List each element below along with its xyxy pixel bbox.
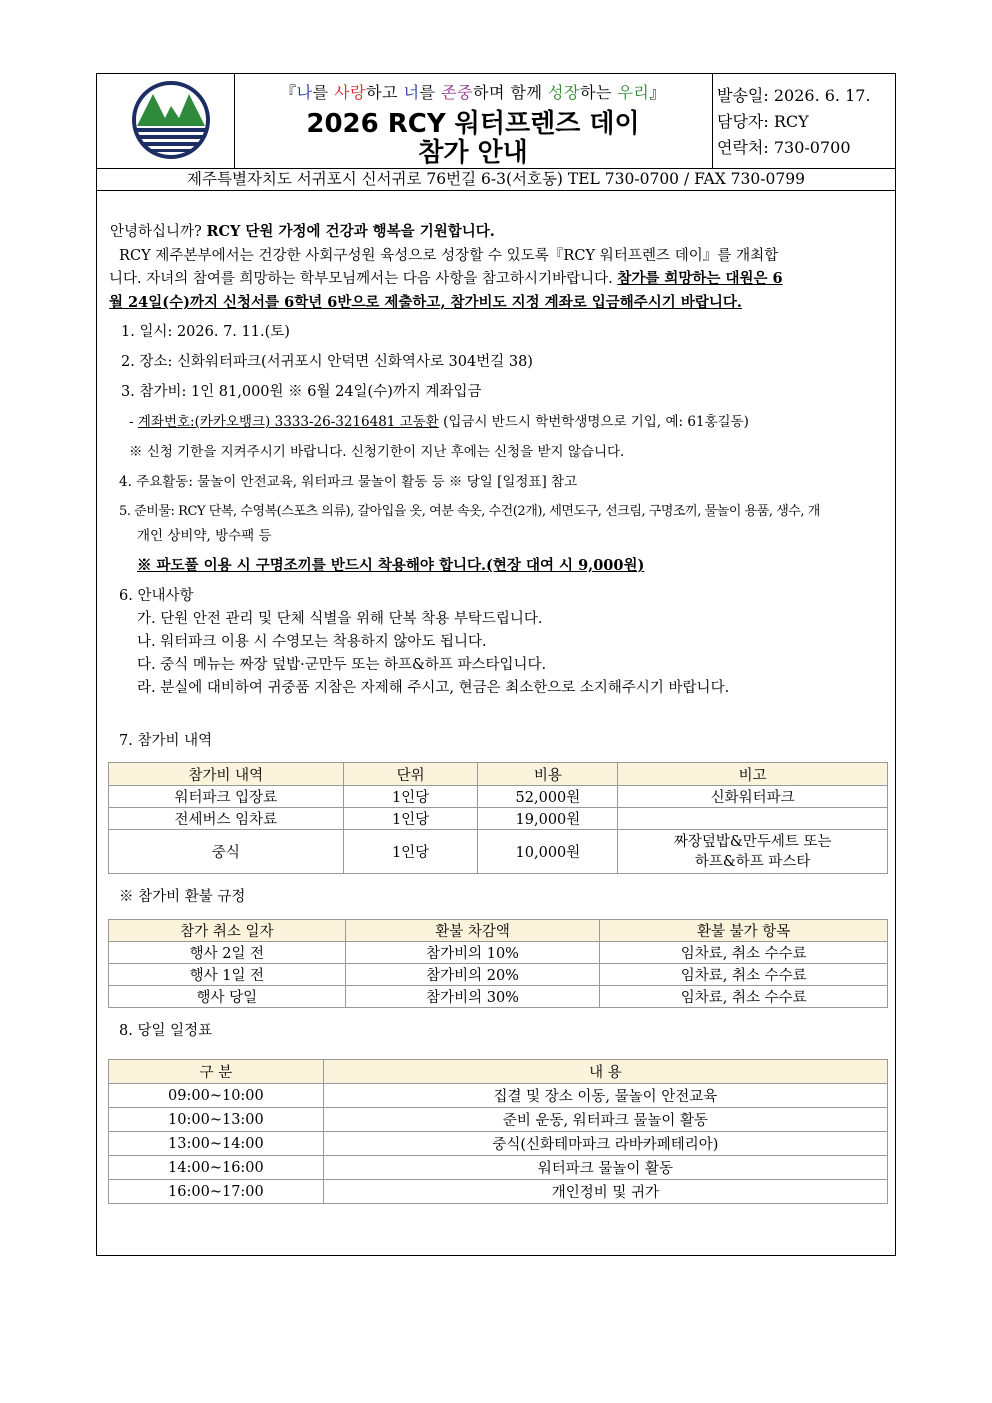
table-row bbox=[109, 1132, 888, 1156]
wave-pool-note: ※ 파도풀 이용 시 구명조끼를 반드시 착용해야 합니다.(현장 대여 시 9,000원) bbox=[137, 557, 645, 574]
fee-header-cell: 참가비 내역 bbox=[109, 763, 344, 786]
table-cell: 참가비의 20% bbox=[345, 964, 600, 986]
table-row bbox=[109, 986, 888, 1008]
schedule-header-cell: 내 용 bbox=[323, 1060, 887, 1084]
supplies-line1: 5. 준비물: RCY 단복, 수영복(스포츠 의류), 갈아입을 옷, 여분 속옷, 수건(2개), 세면도구, 선크림, 구명조끼, 물놀이 용품, 생수, 개 bbox=[119, 504, 820, 519]
table-cell: 임차료, 취소 수수료 bbox=[600, 942, 888, 964]
slogan-part: 『 bbox=[280, 83, 297, 102]
fee-header-cell: 단위 bbox=[343, 763, 478, 786]
table-cell: 개인정비 및 귀가 bbox=[323, 1180, 887, 1204]
intro-paragraph-1: RCY 제주본부에서는 건강한 사회구성원 육성으로 성장할 수 있도록『RCY 워터프렌즈 데이』를 개최합 bbox=[119, 248, 779, 264]
table-cell: 임차료, 취소 수수료 bbox=[600, 964, 888, 986]
schedule-table-header bbox=[109, 1060, 888, 1084]
table-row bbox=[109, 808, 888, 830]
table-cell: 짜장덮밥&만두세트 또는 하프&하프 파스타 bbox=[618, 830, 888, 874]
table-cell: 참가비의 30% bbox=[345, 986, 600, 1008]
issue-date: 발송일: 2026. 6. 17. bbox=[717, 86, 871, 105]
table-cell: 14:00~16:00 bbox=[109, 1156, 324, 1180]
notice-item: 가. 단원 안전 관리 및 단체 식별을 위해 단복 착용 부탁드립니다. bbox=[137, 611, 543, 627]
refund-section-title: ※ 참가비 환불 규정 bbox=[119, 889, 246, 905]
supplies-line2: 개인 상비약, 방수팩 등 bbox=[137, 528, 272, 544]
fee-table-header bbox=[109, 763, 888, 786]
bank-account bbox=[129, 410, 749, 430]
table-row bbox=[109, 786, 888, 808]
table-cell: 전세버스 임차료 bbox=[109, 808, 344, 830]
notice-item: 라. 분실에 대비하여 귀중품 지참은 자제해 주시고, 현금은 최소한으로 소지해주시기 바랍니다. bbox=[137, 680, 730, 696]
slogan-part: 성장 bbox=[548, 83, 580, 102]
table-row bbox=[109, 1108, 888, 1132]
intro-paragraph-3: 월 24일(수)까지 신청서를 6학년 6반으로 제출하고, 참가비도 지정 계좌로 입금해주시기 바랍니다. bbox=[109, 294, 742, 311]
slogan-part: 하며 함께 bbox=[473, 83, 549, 102]
table-row bbox=[109, 1180, 888, 1204]
table-cell: 1인당 bbox=[343, 786, 478, 808]
slogan-part: 하는 bbox=[579, 83, 618, 102]
greeting-text: 안녕하십니까? bbox=[110, 224, 207, 240]
table-cell: 행사 2일 전 bbox=[109, 942, 346, 964]
slogan-part: 하고 bbox=[366, 83, 404, 102]
notice-title: 6. 안내사항 bbox=[119, 588, 194, 604]
school-address: 제주특별자치도 서귀포시 신서귀로 76번길 6-3(서호동) TEL 730-0700 / FAX 730-0799 bbox=[97, 168, 895, 191]
refund-table bbox=[108, 919, 888, 1008]
account-dash: - bbox=[129, 414, 138, 430]
slogan-part: 존중 bbox=[441, 83, 474, 102]
event-place: 2. 장소: 신화워터파크(서귀포시 안덕면 신화역사로 304번길 38) bbox=[121, 354, 533, 370]
document-title-line2: 참가 안내 bbox=[418, 138, 528, 168]
deadline-note: ※ 신청 기한을 지켜주시기 바랍니다. 신청기한이 지난 후에는 신청을 받지 않습니다. bbox=[129, 444, 625, 460]
document-frame bbox=[96, 73, 896, 1256]
refund-header-cell: 환불 불가 항목 bbox=[600, 920, 888, 942]
refund-header-cell: 환불 차감액 bbox=[345, 920, 600, 942]
fee-header-cell: 비용 bbox=[478, 763, 618, 786]
slogan-part: 나 bbox=[296, 83, 313, 102]
account-note: (입금시 반드시 학번학생명으로 기입, 예: 61홍길동) bbox=[438, 414, 749, 430]
table-cell: 13:00~14:00 bbox=[109, 1132, 324, 1156]
main-activities: 4. 주요활동: 물놀이 안전교육, 워터파크 물놀이 활동 등 ※ 당일 [일정표] 참고 bbox=[119, 474, 578, 490]
issue-info bbox=[712, 74, 897, 168]
table-cell: 행사 당일 bbox=[109, 986, 346, 1008]
table-cell: 중식(신화테마파크 라바카페테리아) bbox=[323, 1132, 887, 1156]
contact: 연락처: 730-0700 bbox=[717, 138, 851, 157]
table-cell: 워터파크 물놀이 활동 bbox=[323, 1156, 887, 1180]
table-row bbox=[109, 964, 888, 986]
document-title-line1: 2026 RCY 워터프렌즈 데이 bbox=[306, 109, 640, 139]
table-cell: 52,000원 bbox=[478, 786, 618, 808]
greeting bbox=[110, 220, 495, 241]
intro-highlight: 참가를 희망하는 대원은 6 bbox=[617, 270, 783, 287]
logo-cell bbox=[97, 74, 235, 168]
school-slogan bbox=[234, 80, 712, 103]
intro-paragraph-2 bbox=[109, 267, 783, 288]
notice-item: 다. 중식 메뉴는 짜장 덮밥·군만두 또는 하프&하프 파스타입니다. bbox=[137, 657, 547, 673]
table-cell: 임차료, 취소 수수료 bbox=[600, 986, 888, 1008]
fee-section-title: 7. 참가비 내역 bbox=[119, 733, 213, 749]
slogan-part: 사랑 bbox=[334, 83, 367, 102]
slogan-part: 우리 bbox=[617, 83, 650, 102]
table-cell: 1인당 bbox=[343, 808, 478, 830]
letter-header bbox=[97, 74, 895, 188]
notice-item: 나. 워터파크 이용 시 수영모는 착용하지 않아도 됩니다. bbox=[137, 634, 487, 650]
slogan-part: 를 bbox=[419, 83, 442, 102]
event-date: 1. 일시: 2026. 7. 11.(토) bbox=[121, 324, 290, 340]
greeting-bold: RCY 단원 가정에 건강과 행복을 기원합니다. bbox=[206, 223, 495, 240]
table-row bbox=[109, 1084, 888, 1108]
intro-text: 니다. 자녀의 참여를 희망하는 학부모님께서는 다음 사항을 참고하시기바랍니다. bbox=[109, 271, 618, 287]
table-cell: 신화워터파크 bbox=[618, 786, 888, 808]
table-row bbox=[109, 830, 888, 874]
table-row bbox=[109, 1156, 888, 1180]
title-cell bbox=[234, 74, 713, 168]
manager: 담당자: RCY bbox=[717, 112, 809, 131]
table-cell: 행사 1일 전 bbox=[109, 964, 346, 986]
table-cell: 준비 운동, 워터파크 물놀이 활동 bbox=[323, 1108, 887, 1132]
table-cell: 참가비의 10% bbox=[345, 942, 600, 964]
table-cell: 16:00~17:00 bbox=[109, 1180, 324, 1204]
fee-table bbox=[108, 762, 888, 874]
table-cell: 워터파크 입장료 bbox=[109, 786, 344, 808]
table-cell: 1인당 bbox=[343, 830, 478, 874]
table-cell: 집결 및 장소 이동, 물놀이 안전교육 bbox=[323, 1084, 887, 1108]
school-logo-icon bbox=[123, 80, 219, 160]
slogan-part: 너 bbox=[403, 83, 420, 102]
slogan-part: 를 bbox=[312, 83, 335, 102]
table-cell: 10,000원 bbox=[478, 830, 618, 874]
schedule-table bbox=[108, 1059, 888, 1204]
refund-table-header bbox=[109, 920, 888, 942]
event-fee: 3. 참가비: 1인 81,000원 ※ 6월 24일(수)까지 계좌입금 bbox=[121, 384, 482, 400]
table-row bbox=[109, 942, 888, 964]
table-cell: 19,000원 bbox=[478, 808, 618, 830]
table-cell: 중식 bbox=[109, 830, 344, 874]
table-cell: 09:00~10:00 bbox=[109, 1084, 324, 1108]
account-number: 계좌번호:(카카오뱅크) 3333-26-3216481 고동환 bbox=[137, 414, 439, 430]
schedule-header-cell: 구 분 bbox=[109, 1060, 324, 1084]
table-cell bbox=[618, 808, 888, 830]
table-cell: 10:00~13:00 bbox=[109, 1108, 324, 1132]
refund-header-cell: 참가 취소 일자 bbox=[109, 920, 346, 942]
schedule-section-title: 8. 당일 일정표 bbox=[119, 1023, 213, 1039]
fee-header-cell: 비고 bbox=[618, 763, 888, 786]
slogan-part: 』 bbox=[649, 83, 666, 102]
